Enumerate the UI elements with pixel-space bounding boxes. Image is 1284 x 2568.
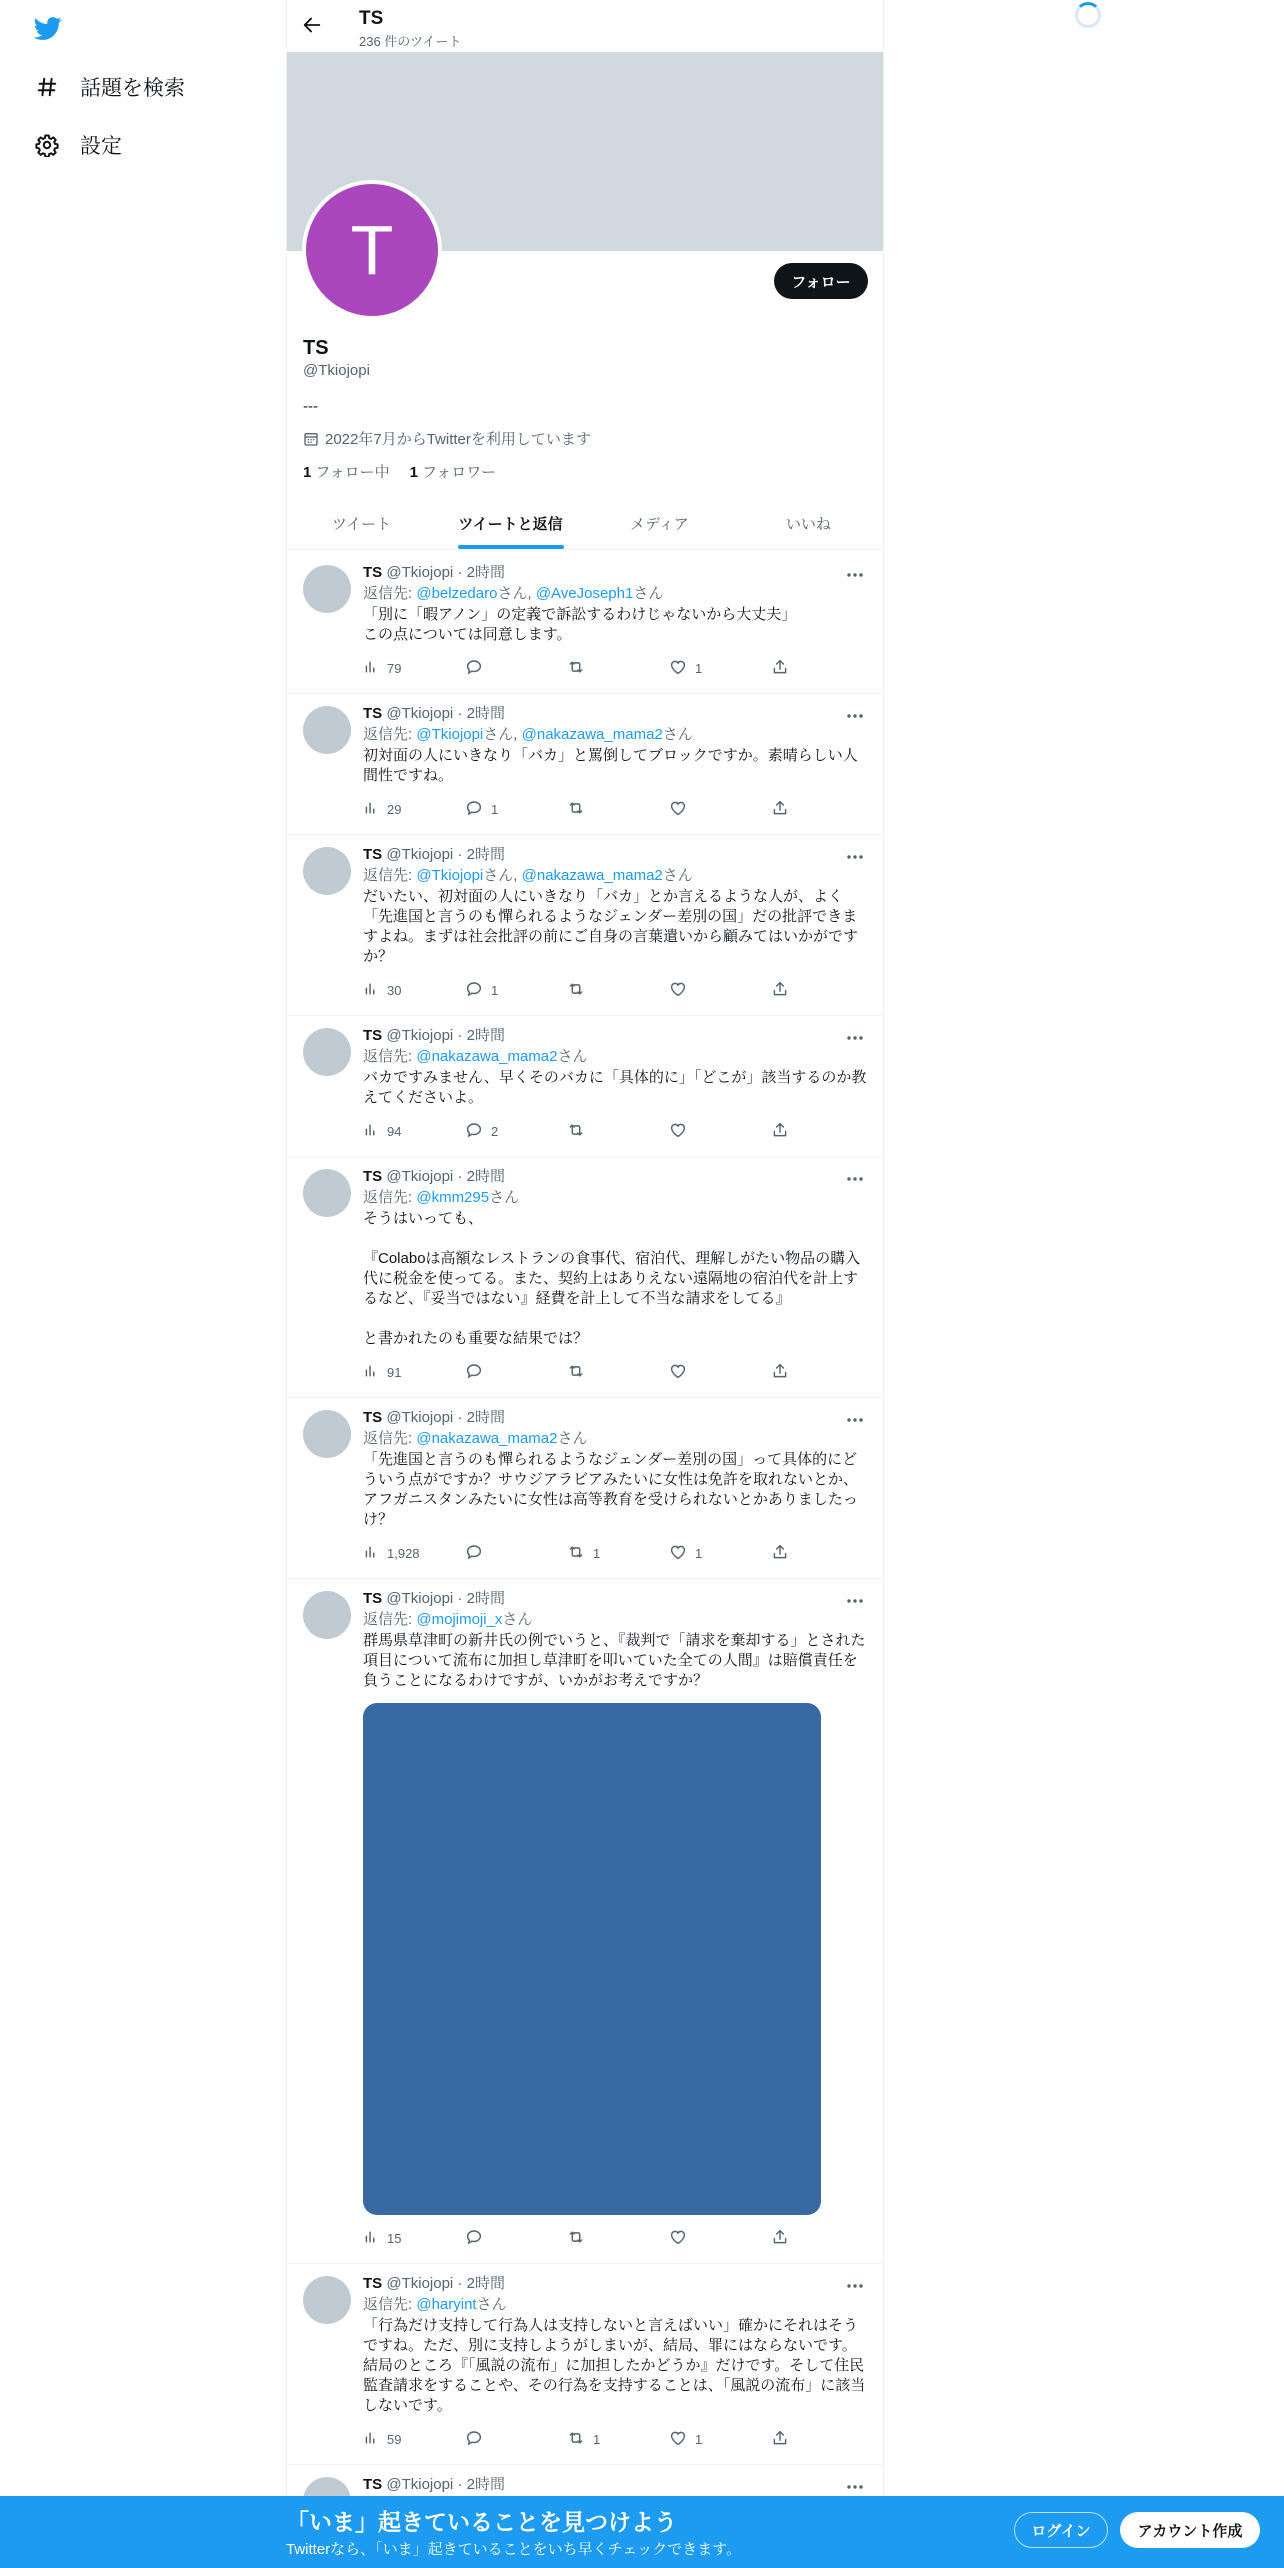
- share-icon: [771, 2429, 797, 2450]
- tweet-author-handle[interactable]: @Tkiojopi: [386, 1168, 454, 1185]
- retweet-icon: [567, 1362, 593, 1383]
- nav-item-label: 話題を検索: [80, 77, 185, 100]
- tab-media[interactable]: メディア: [630, 515, 689, 533]
- profile-header-bar: [287, 0, 883, 52]
- views-icon: [363, 2430, 387, 2449]
- share-button[interactable]: [771, 658, 795, 678]
- tweet-author-handle[interactable]: @Tkiojopi: [386, 1027, 454, 1044]
- reply-icon: [465, 1362, 491, 1383]
- tweet-author-name[interactable]: TS: [363, 1409, 383, 1426]
- tweet-header: [363, 1589, 867, 1609]
- tweet-text: バカですみません、早くそのバカに「具体的に」「どこが」該当するのか教えてくださいよ。: [363, 1069, 867, 1106]
- views-button[interactable]: [363, 2429, 465, 2449]
- header-tweet-count: 236 件のツイート: [359, 34, 462, 49]
- tweet-body: [363, 1167, 867, 1349]
- reply-icon: [465, 658, 491, 679]
- tweet-time[interactable]: 2時間: [466, 2476, 505, 2493]
- retweet-button[interactable]: [567, 980, 669, 1000]
- gear-icon: [34, 132, 60, 158]
- heart-icon: [669, 1543, 695, 1564]
- mention-link[interactable]: @nakazawa_mama2: [521, 726, 663, 743]
- tweet[interactable]: [287, 553, 883, 694]
- tweet-avatar[interactable]: [303, 1169, 351, 1217]
- tweet[interactable]: [287, 2264, 883, 2465]
- tweet-header: [363, 1408, 867, 1428]
- tweet-separator: ·: [453, 1168, 467, 1185]
- reply-button[interactable]: [465, 658, 567, 678]
- reply-button[interactable]: [465, 980, 567, 1000]
- share-button[interactable]: [771, 799, 795, 819]
- tweet-body: [363, 845, 867, 967]
- retweet-button[interactable]: [567, 799, 669, 819]
- tweet-header: [363, 2475, 867, 2495]
- mention-suffix: さん: [483, 867, 514, 884]
- mention-link[interactable]: @AveJoseph1: [535, 585, 634, 602]
- followers-link[interactable]: 1 フォロワー: [409, 464, 497, 481]
- tweet-header: [363, 845, 867, 865]
- nav-item-label: 設定: [80, 135, 122, 158]
- mention-suffix: さん: [557, 1430, 588, 1447]
- mention-link[interactable]: @belzedaro: [416, 585, 498, 602]
- tweet-author-handle[interactable]: @Tkiojopi: [386, 564, 454, 581]
- share-icon: [771, 980, 797, 1001]
- heart-icon: [669, 1362, 695, 1383]
- like-button[interactable]: [669, 1543, 771, 1563]
- reply-to: 返信先: @haryintさん: [363, 2296, 507, 2313]
- views-icon: [363, 1544, 387, 1563]
- share-icon: [771, 2228, 797, 2249]
- reply-to: 返信先: @Tkiojopiさん, @nakazawa_mama2さん: [363, 867, 693, 884]
- following-link[interactable]: 1 フォロー中: [303, 464, 390, 481]
- reply-icon: [465, 799, 491, 820]
- tweet-header: [363, 1167, 867, 1187]
- tweet-text: 初対面の人にいきなり「バカ」と罵倒してブロックですか。素晴らしい人間性ですね。: [363, 747, 858, 784]
- retweet-button[interactable]: [567, 1362, 669, 1382]
- reply-to: 返信先: @nakazawa_mama2さん: [363, 1430, 588, 1447]
- signup-banner-title: 「いま」起きていることを見つけよう: [286, 2509, 677, 2535]
- tweet-body: [363, 1589, 867, 2215]
- share-icon: [771, 799, 797, 820]
- views-count: 1,928: [387, 1545, 420, 1561]
- reply-count: 1: [491, 982, 499, 998]
- header-name: TS: [359, 8, 384, 29]
- retweet-button[interactable]: [567, 658, 669, 678]
- views-count: 30: [387, 982, 402, 998]
- retweet-icon: [567, 2228, 593, 2249]
- share-icon: [771, 1362, 797, 1383]
- heart-icon: [669, 1121, 695, 1142]
- heart-icon: [669, 658, 695, 679]
- like-button[interactable]: [669, 2429, 771, 2449]
- mention-suffix: さん: [557, 1048, 588, 1065]
- tweet-author-name[interactable]: TS: [363, 564, 383, 581]
- like-button[interactable]: [669, 2228, 771, 2248]
- like-count: 1: [695, 2431, 703, 2447]
- retweet-icon: [567, 980, 593, 1001]
- tweet-time[interactable]: 2時間: [466, 1590, 505, 1607]
- views-count: 59: [387, 2431, 402, 2447]
- profile-stats: [303, 461, 516, 482]
- views-count: 29: [387, 801, 402, 817]
- views-button[interactable]: [363, 1362, 465, 1382]
- retweet-count: 1: [593, 2431, 601, 2447]
- heart-icon: [669, 2228, 695, 2249]
- tweet-separator: ·: [453, 1590, 467, 1607]
- tweet-separator: ·: [453, 1409, 467, 1426]
- tweet-avatar[interactable]: [303, 565, 351, 613]
- mention-link[interactable]: @nakazawa_mama2: [416, 1430, 558, 1447]
- share-icon: [771, 1121, 797, 1142]
- tweet-separator: ·: [453, 705, 467, 722]
- tweet-text: 「別に「暇アノン」の定義で訴訟するわけじゃないから大丈夫」 この点については同意します。: [363, 606, 797, 643]
- signup-banner: [0, 2496, 1284, 2568]
- tweet-text: 「先進国と言うのも憚られるようなジェンダー差別の国」って具体的にどういう点がですか？サウジアラビアみたいに女性は免許を取れないとか、アフガニスタンみたいに女性は高等教育を受けられないとかありましたっけ？: [363, 1451, 859, 1528]
- tweet-author-name[interactable]: TS: [363, 705, 383, 722]
- mention-link[interactable]: @nakazawa_mama2: [416, 1048, 558, 1065]
- tweet-author-handle[interactable]: @Tkiojopi: [386, 2476, 454, 2493]
- tweet-avatar[interactable]: [303, 1410, 351, 1458]
- tweet-author-handle[interactable]: @Tkiojopi: [386, 2275, 454, 2292]
- tweet-separator: ·: [453, 1027, 467, 1044]
- tweet-actions: [363, 1543, 795, 1563]
- share-icon: [771, 1543, 797, 1564]
- tweet-author-name[interactable]: TS: [363, 1027, 383, 1044]
- reply-to: 返信先: @belzedaroさん, @AveJoseph1さん: [363, 585, 664, 602]
- share-icon: [771, 658, 797, 679]
- views-button[interactable]: [363, 799, 465, 819]
- views-button[interactable]: [363, 1121, 465, 1141]
- tweet-actions: [363, 2429, 795, 2449]
- heart-icon: [669, 980, 695, 1001]
- retweet-button[interactable]: [567, 1121, 669, 1141]
- tweet-body: [363, 1026, 867, 1108]
- tweet-avatar[interactable]: [303, 847, 351, 895]
- tweet-body: [363, 563, 867, 645]
- views-icon: [363, 1363, 387, 1382]
- views-count: 79: [387, 660, 402, 676]
- tweet-time[interactable]: 2時間: [466, 705, 505, 722]
- like-button[interactable]: [669, 799, 771, 819]
- reply-count: 1: [491, 801, 499, 817]
- views-count: 91: [387, 1364, 402, 1380]
- views-icon: [363, 1122, 387, 1141]
- tweet[interactable]: [287, 1398, 883, 1579]
- share-button[interactable]: [771, 980, 795, 1000]
- views-button[interactable]: [363, 658, 465, 678]
- tweet-actions: [363, 1121, 795, 1141]
- retweet-icon: [567, 1121, 593, 1142]
- tweet-time[interactable]: 2時間: [466, 846, 505, 863]
- retweet-count: 1: [593, 1545, 601, 1561]
- left-nav: [0, 0, 286, 2568]
- reply-button[interactable]: [465, 1121, 567, 1141]
- reply-icon: [465, 980, 491, 1001]
- tweet-time[interactable]: 2時間: [466, 2275, 505, 2292]
- reply-to: 返信先: @kmm295さん: [363, 1189, 520, 1206]
- tweet-header: [363, 704, 867, 724]
- tweet-avatar[interactable]: [303, 706, 351, 754]
- tweet-author-handle[interactable]: @Tkiojopi: [386, 705, 454, 722]
- share-button[interactable]: [771, 1543, 795, 1563]
- tweet-avatar[interactable]: [303, 2276, 351, 2324]
- tweet-actions: [363, 980, 795, 1000]
- mention-link[interactable]: @kmm295: [416, 1189, 490, 1206]
- tweet-header: [363, 2274, 867, 2294]
- reply-button[interactable]: [465, 799, 567, 819]
- views-icon: [363, 800, 387, 819]
- mention-suffix: さん: [662, 726, 693, 743]
- tweet-separator: ·: [453, 564, 467, 581]
- like-button[interactable]: [669, 658, 771, 678]
- views-count: 15: [387, 2230, 402, 2246]
- tweet-media-image[interactable]: [363, 1703, 821, 2215]
- mention-suffix: さん: [489, 1189, 520, 1206]
- profile-joined: [303, 428, 591, 449]
- tweet-body: [363, 1408, 867, 1530]
- like-button[interactable]: [669, 1362, 771, 1382]
- reply-icon: [465, 1121, 491, 1142]
- tweet-text: 「行為だけ支持して行為人は支持しないと言えばいい」確かにそれはそうですね。ただ、別に支持しようがしまいが、結局、罪にはならないです。結局のところ『「風説の流布」に加担したかどうか』だけです。そして住民監査請求をすることや、その行為を支持することは、「風説の流布」に該当しないです。: [363, 2317, 866, 2414]
- profile-timeline: [286, 0, 884, 2568]
- tweet-author-handle[interactable]: @Tkiojopi: [386, 846, 454, 863]
- tweet-author-name[interactable]: TS: [363, 1590, 383, 1607]
- reply-button[interactable]: [465, 2429, 567, 2449]
- profile-name: TS: [303, 337, 329, 359]
- reply-icon: [465, 1543, 491, 1564]
- mention-link[interactable]: @mojimoji_x: [416, 1611, 503, 1628]
- retweet-icon: [567, 1543, 593, 1564]
- tweet[interactable]: [287, 835, 883, 1016]
- tweet-text: そうはいっても、 『Colaboは高額なレストランの食事代、宿泊代、理解しがたい物品の購入代に税金を使ってる。また、契約上はありえない遠隔地の宿泊代を計上するなど、『妥当ではない』経費を計上して不当な請求をしてる』 と書かれたのも重要な結果では？: [363, 1210, 861, 1347]
- retweet-icon: [567, 2429, 593, 2450]
- views-icon: [363, 659, 387, 678]
- tweet-separator: ·: [453, 2476, 467, 2493]
- mention-suffix: さん: [502, 1611, 533, 1628]
- reply-to: 返信先: @nakazawa_mama2さん: [363, 1048, 588, 1065]
- reply-button[interactable]: [465, 1362, 567, 1382]
- back-arrow-icon[interactable]: [301, 14, 325, 38]
- mention-suffix: さん: [483, 726, 514, 743]
- retweet-button[interactable]: [567, 1543, 669, 1563]
- tweet-actions: [363, 1362, 795, 1382]
- tab-tweets-and-replies[interactable]: ツイートと返信: [436, 497, 585, 549]
- signup-banner-subtitle: Twitterなら、「いま」起きていることをいち早くチェックできます。: [286, 2541, 742, 2558]
- mention-suffix: さん: [497, 585, 528, 602]
- tweet-text: 群馬県草津町の新井氏の例でいうと、『裁判で「請求を棄却する」とされた項目について流布に加担し草津町を叩いていた全ての人間』は賠償責任を負うことになるわけですが、いかがお考えですか？: [363, 1632, 866, 1689]
- views-button[interactable]: [363, 2228, 465, 2248]
- reply-count: 2: [491, 1123, 499, 1139]
- follow-button[interactable]: フォロー: [774, 263, 868, 299]
- mention-link[interactable]: @nakazawa_mama2: [521, 867, 663, 884]
- reply-button[interactable]: [465, 2228, 567, 2248]
- tweet-header: [363, 563, 867, 583]
- login-button[interactable]: ログイン: [1014, 2512, 1108, 2548]
- heart-icon: [669, 799, 695, 820]
- tweet-body: [363, 704, 867, 786]
- tweet[interactable]: [287, 1016, 883, 1157]
- profile-joined-text: 2022年7月からTwitterを利用しています: [325, 431, 591, 448]
- tweet[interactable]: [287, 694, 883, 835]
- heart-icon: [669, 2429, 695, 2450]
- views-icon: [363, 2229, 387, 2248]
- tweet-avatar[interactable]: [303, 1591, 351, 1639]
- tweet-time[interactable]: 2時間: [466, 1409, 505, 1426]
- views-button[interactable]: [363, 980, 465, 1000]
- tab-likes[interactable]: いいね: [785, 515, 831, 533]
- like-count: 1: [695, 660, 703, 676]
- nav-item-explore[interactable]: [34, 67, 185, 107]
- signup-button[interactable]: アカウント作成: [1120, 2512, 1260, 2548]
- profile-bio: ---: [303, 398, 318, 415]
- twitter-bird-icon[interactable]: [32, 14, 64, 42]
- tweet-author-name[interactable]: TS: [363, 1168, 383, 1185]
- reply-icon: [465, 2228, 491, 2249]
- tweet-actions: [363, 658, 795, 678]
- reply-to: 返信先: @Tkiojopiさん, @nakazawa_mama2さん: [363, 726, 693, 743]
- tweet[interactable]: [287, 1157, 883, 1398]
- mention-link[interactable]: @haryint: [416, 2296, 477, 2313]
- tweet[interactable]: [287, 1579, 883, 2264]
- hash-icon: [34, 74, 60, 100]
- reply-to: 返信先: @mojimoji_xさん: [363, 1611, 533, 1628]
- tweet-actions: [363, 2228, 795, 2248]
- mention-suffix: さん: [662, 867, 693, 884]
- mention-link[interactable]: @Tkiojopi: [416, 726, 484, 743]
- tweet-author-name[interactable]: TS: [363, 846, 383, 863]
- tweet-actions: [363, 799, 795, 819]
- tweet-author-name[interactable]: TS: [363, 2275, 383, 2292]
- share-button[interactable]: [771, 2429, 795, 2449]
- share-button[interactable]: [771, 1121, 795, 1141]
- profile-avatar[interactable]: T: [302, 180, 442, 320]
- tweet-body: [363, 2475, 867, 2495]
- tweet-separator: ·: [453, 2275, 467, 2292]
- retweet-button[interactable]: [567, 2228, 669, 2248]
- calendar-icon: [303, 431, 319, 447]
- tweet-author-handle[interactable]: @Tkiojopi: [386, 1409, 454, 1426]
- share-button[interactable]: [771, 2228, 795, 2248]
- share-button[interactable]: [771, 1362, 795, 1382]
- tweet-text: だいたい、初対面の人にいきなり「バカ」とか言えるような人が、よく「先進国と言うのも憚られるようなジェンダー差別の国」だの批評できますよね。まずは社会批評の前にご自身の言葉遣いから顧みてはいかがですか？: [363, 888, 859, 965]
- tweet-author-name[interactable]: TS: [363, 2476, 383, 2493]
- like-button[interactable]: [669, 980, 771, 1000]
- tab-tweets[interactable]: ツイート: [331, 515, 392, 533]
- retweet-icon: [567, 799, 593, 820]
- views-count: 94: [387, 1123, 402, 1139]
- like-count: 1: [695, 1545, 703, 1561]
- tweet-author-handle[interactable]: @Tkiojopi: [386, 1590, 454, 1607]
- tweet-time[interactable]: 2時間: [466, 1027, 505, 1044]
- mention-suffix: さん: [633, 585, 664, 602]
- reply-button[interactable]: [465, 1543, 567, 1563]
- tweet-body: [363, 2274, 867, 2416]
- mention-suffix: さん: [476, 2296, 507, 2313]
- tweet-separator: ·: [453, 846, 467, 863]
- like-button[interactable]: [669, 1121, 771, 1141]
- nav-item-settings[interactable]: [34, 125, 122, 165]
- views-icon: [363, 981, 387, 1000]
- tweet-time[interactable]: 2時間: [466, 1168, 505, 1185]
- views-button[interactable]: [363, 1543, 465, 1563]
- profile-handle: @Tkiojopi: [303, 362, 370, 379]
- retweet-icon: [567, 658, 593, 679]
- mention-link[interactable]: @Tkiojopi: [416, 867, 484, 884]
- loading-spinner-icon: [1075, 2, 1101, 28]
- tweet-header: [363, 1026, 867, 1046]
- profile-tabs: [287, 497, 883, 550]
- retweet-button[interactable]: [567, 2429, 669, 2449]
- reply-icon: [465, 2429, 491, 2450]
- tweet-time[interactable]: 2時間: [466, 564, 505, 581]
- tweet-avatar[interactable]: [303, 1028, 351, 1076]
